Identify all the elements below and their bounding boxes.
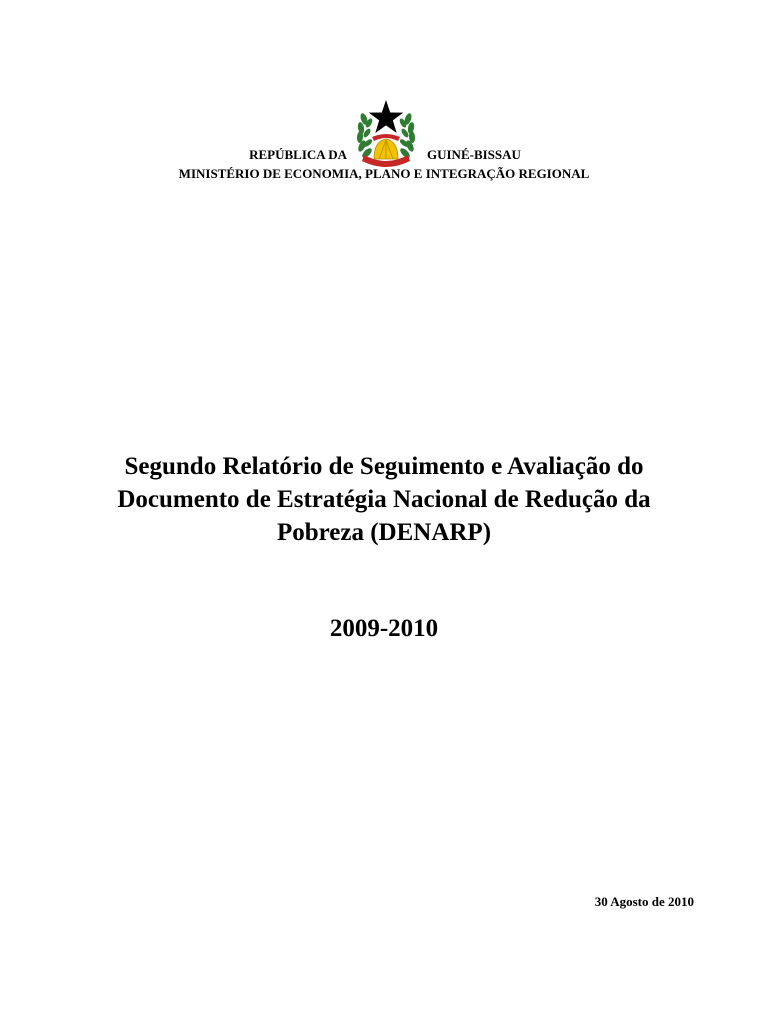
republic-label-left: REPÚBLICA DA: [249, 147, 347, 162]
publication-date: 30 Agosto de 2010: [594, 894, 694, 909]
republic-heading: [0, 147, 768, 165]
title-line-1: Segundo Relatório de Seguimento e Avaliação do: [124, 453, 644, 480]
title-line-3: Pobreza (DENARP): [276, 519, 492, 546]
republic-label-right: GUINÉ-BISSAU: [427, 147, 521, 162]
report-period: 2009-2010: [329, 615, 439, 642]
ministry-heading: MINISTÉRIO DE ECONOMIA, PLANO E INTEGRAÇÃO REGIONAL: [178, 166, 590, 181]
star-icon: [369, 100, 404, 133]
document-title: [40, 450, 728, 549]
title-line-2: Documento de Estratégia Nacional de Redução da: [117, 486, 651, 513]
